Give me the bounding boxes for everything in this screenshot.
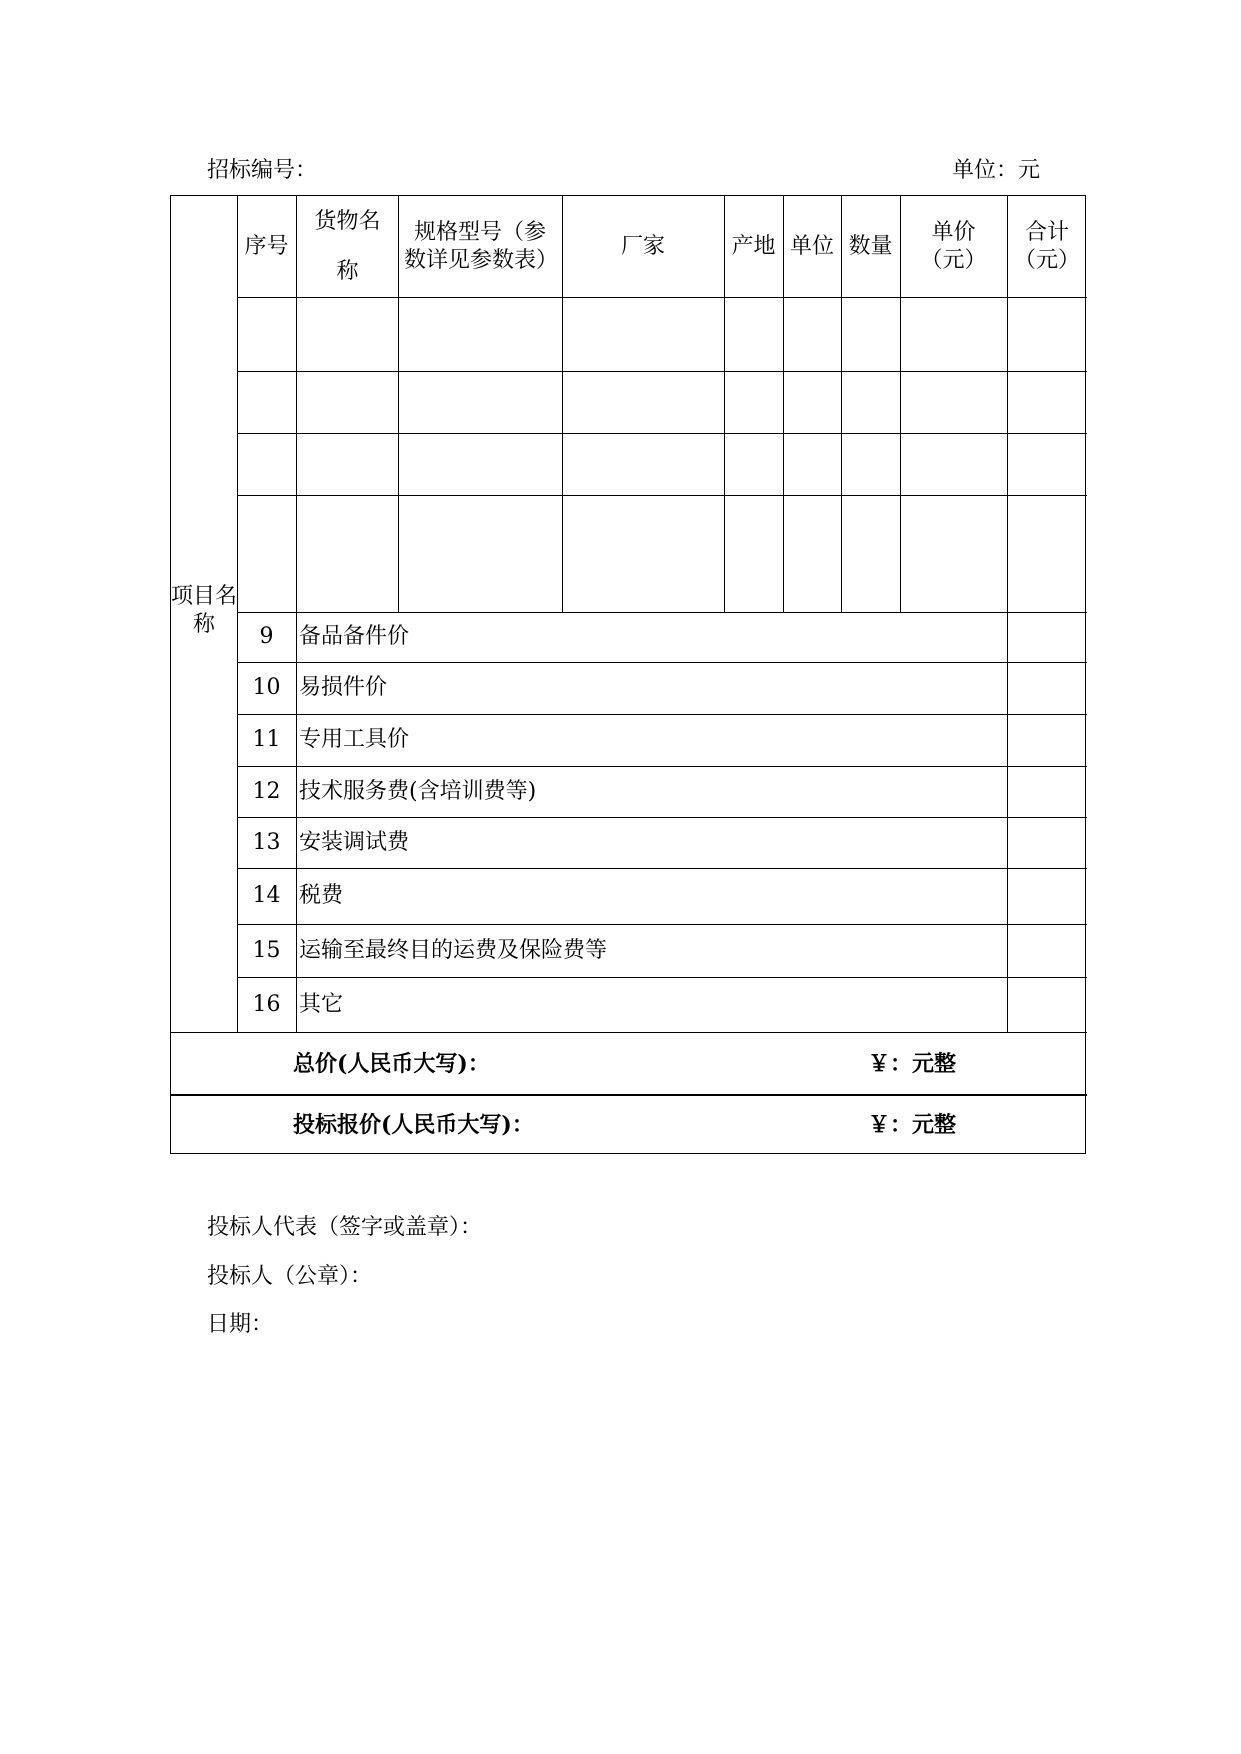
- fee-row-label: 专用工具价: [299, 727, 410, 752]
- column-header-unit: 单位: [789, 233, 834, 259]
- fee-row-seq: 12: [252, 778, 281, 804]
- column-header-manufacturer: 厂家: [620, 233, 665, 259]
- total-price-amount: ￥：元整: [868, 1051, 957, 1077]
- column-header-quantity: 数量: [848, 233, 893, 259]
- date-label: 日期：: [207, 1312, 274, 1337]
- representative-signature-label: 投标人代表（签字或盖章）：: [207, 1215, 483, 1240]
- fee-row-seq: 10: [252, 675, 281, 700]
- fee-row-label: 安装调试费: [299, 829, 410, 855]
- project-name-label: 项目名称: [171, 584, 238, 637]
- bid-price-amount: ￥：元整: [868, 1112, 957, 1138]
- column-header-origin: 产地: [731, 233, 776, 259]
- fee-row-label: 备品备件价: [299, 624, 410, 649]
- fee-row-seq: 15: [252, 937, 281, 963]
- fee-row-label: 运输至最终目的运费及保险费等: [299, 937, 608, 963]
- total-price-label: 总价(人民币大写)：: [293, 1051, 490, 1077]
- column-header-seq: 序号: [244, 233, 289, 259]
- fee-row-seq: 14: [252, 883, 281, 908]
- fee-row-seq: 9: [259, 624, 274, 649]
- tender-number-label: 招标编号：: [207, 158, 318, 183]
- bid-price-label: 投标报价(人民币大写)：: [293, 1112, 534, 1138]
- column-header-goods-name: 货物名称: [314, 208, 381, 284]
- fee-row-label: 技术服务费(含培训费等): [299, 778, 537, 804]
- column-header-unit-price: 单价（元）: [920, 219, 987, 273]
- bidder-seal-label: 投标人（公章）：: [207, 1264, 373, 1289]
- fee-row-seq: 11: [252, 727, 281, 752]
- fee-row-seq: 16: [252, 991, 281, 1017]
- fee-row-label: 易损件价: [299, 675, 388, 700]
- fee-row-label: 其它: [299, 991, 344, 1017]
- quotation-table: [170, 195, 1086, 1154]
- fee-row-label: 税费: [299, 883, 344, 908]
- unit-label: 单位：元: [952, 158, 1041, 183]
- fee-row-seq: 13: [252, 829, 281, 855]
- column-header-spec: 规格型号（参数详见参数表）: [404, 219, 559, 273]
- column-header-total: 合计（元）: [1013, 219, 1080, 273]
